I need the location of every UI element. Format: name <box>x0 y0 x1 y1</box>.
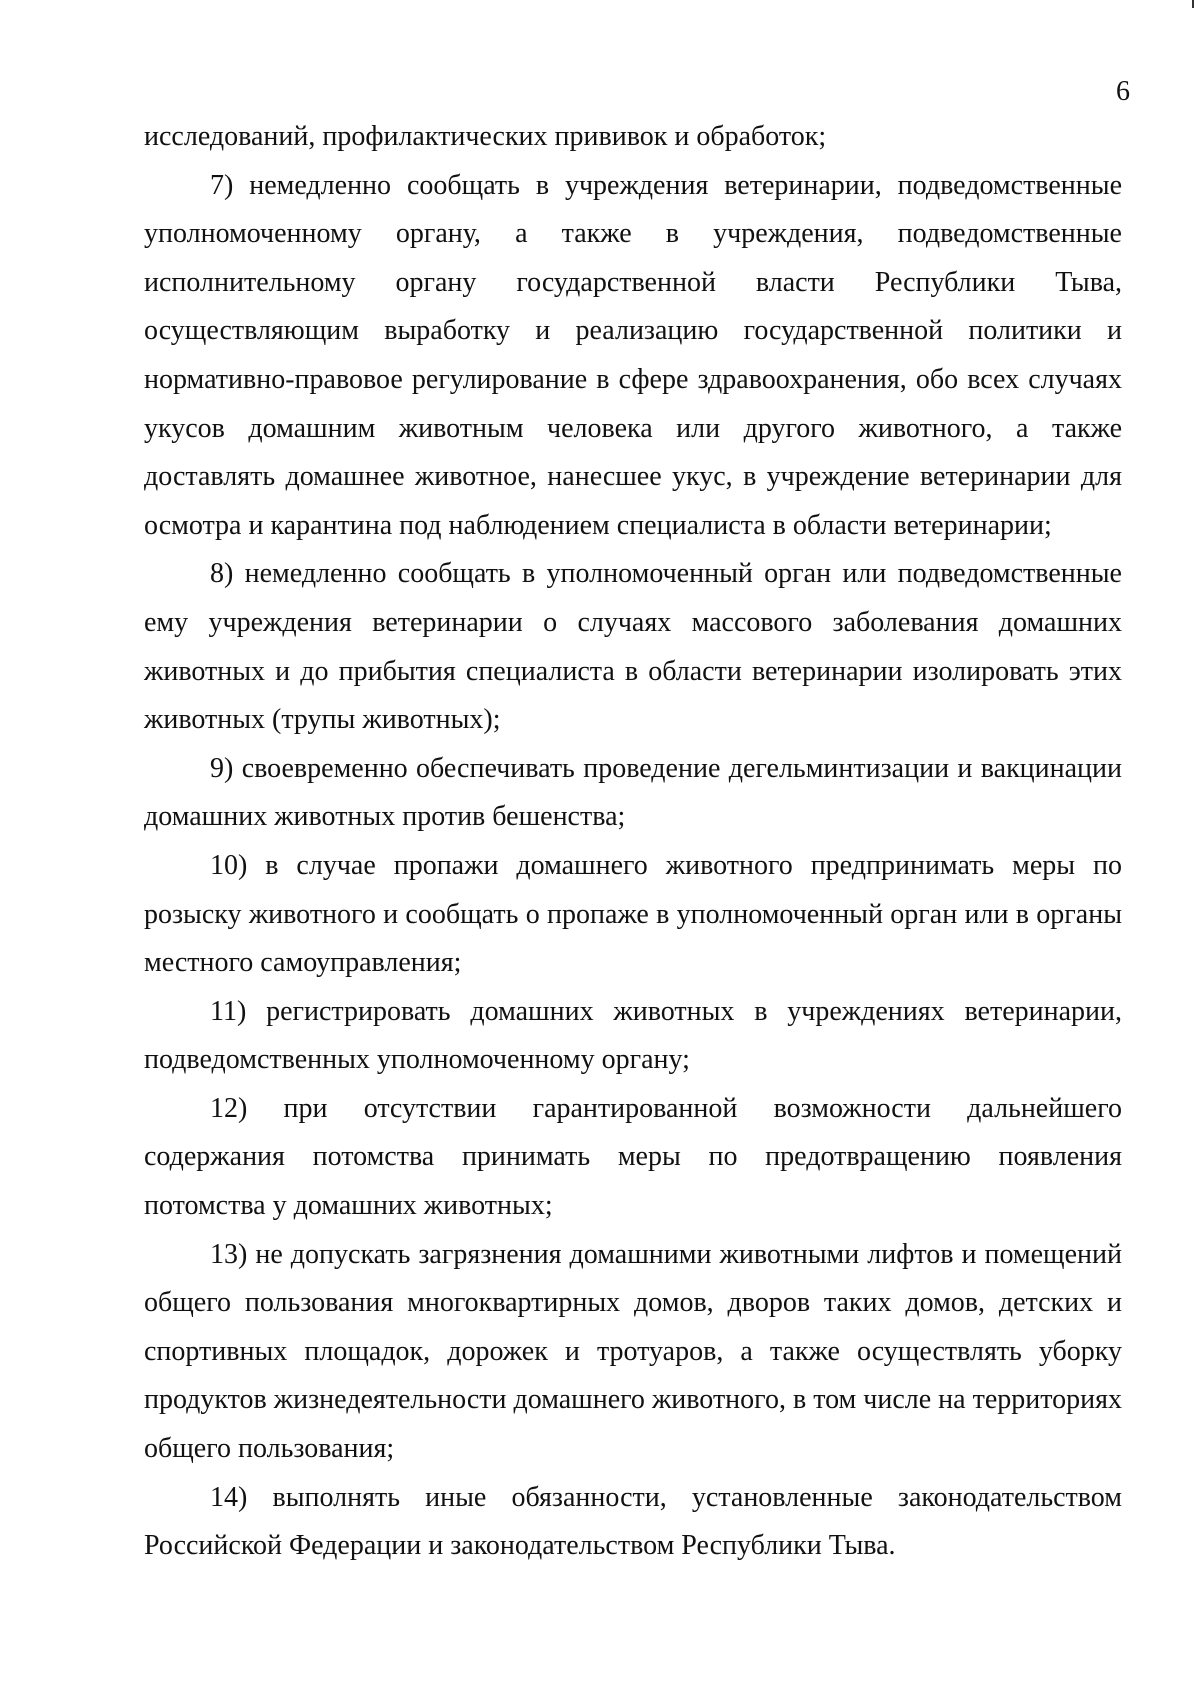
paragraph-item-8: 8) немедленно сообщать в уполномоченный орган или подведомственные ему учреждения ветеринарии о случаях массового заболевания домашних животных и до прибытия специалиста в области ветеринарии изолировать этих животных (трупы животных); <box>144 558 1122 736</box>
paragraph-continuation: исследований, профилактических прививок и обработок; <box>144 121 827 152</box>
paragraph-item-12: 12) при отсутствии гарантированной возможности дальнейшего содержания потомства принимать меры по предотвращению появления потомства у домашних животных; <box>144 1092 1122 1222</box>
paragraph-item-14: 14) выполнять иные обязанности, установленные законодательством Российской Федерации и законодательством Республики Тыва. <box>144 1481 1122 1562</box>
document-body <box>144 113 1122 1571</box>
paragraph-item-13: 13) не допускать загрязнения домашними животными лифтов и помещений общего пользования многоквартирных домов, дворов таких домов, детских и спортивных площадок, дорожек и тротуаров, а также осуществлять уборку продуктов жизнедеятельности домашнего животного, в том числе на территориях общего пользования; <box>144 1238 1122 1465</box>
paragraph-item-11: 11) регистрировать домашних животных в учреждениях ветеринарии, подведомственных уполномоченному органу; <box>144 995 1122 1076</box>
page-number: 6 <box>1116 76 1130 107</box>
paragraph-item-10: 10) в случае пропажи домашнего животного предпринимать меры по розыску животного и сообщать о пропаже в уполномоченный орган или в органы местного самоуправления; <box>144 849 1122 979</box>
paragraph-item-7: 7) немедленно сообщать в учреждения ветеринарии, подведомственные уполномоченному органу, а также в учреждения, подведомственные исполнительному органу государственной власти Республики Тыва, осуществляющим выработку и реализацию государственной политики и нормативно-правовое регулирование в сфере здравоохранения, обо всех случаях укусов домашним животным человека или другого животного, а также доставлять домашнее животное, нанесшее укус, в учреждение ветеринарии для осмотра и карантина под наблюдением специалиста в области ветеринарии; <box>144 169 1122 541</box>
scan-edge-mark <box>1192 0 1194 8</box>
paragraph-item-9: 9) своевременно обеспечивать проведение дегельминтизации и вакцинации домашних животных против бешенства; <box>144 752 1122 833</box>
